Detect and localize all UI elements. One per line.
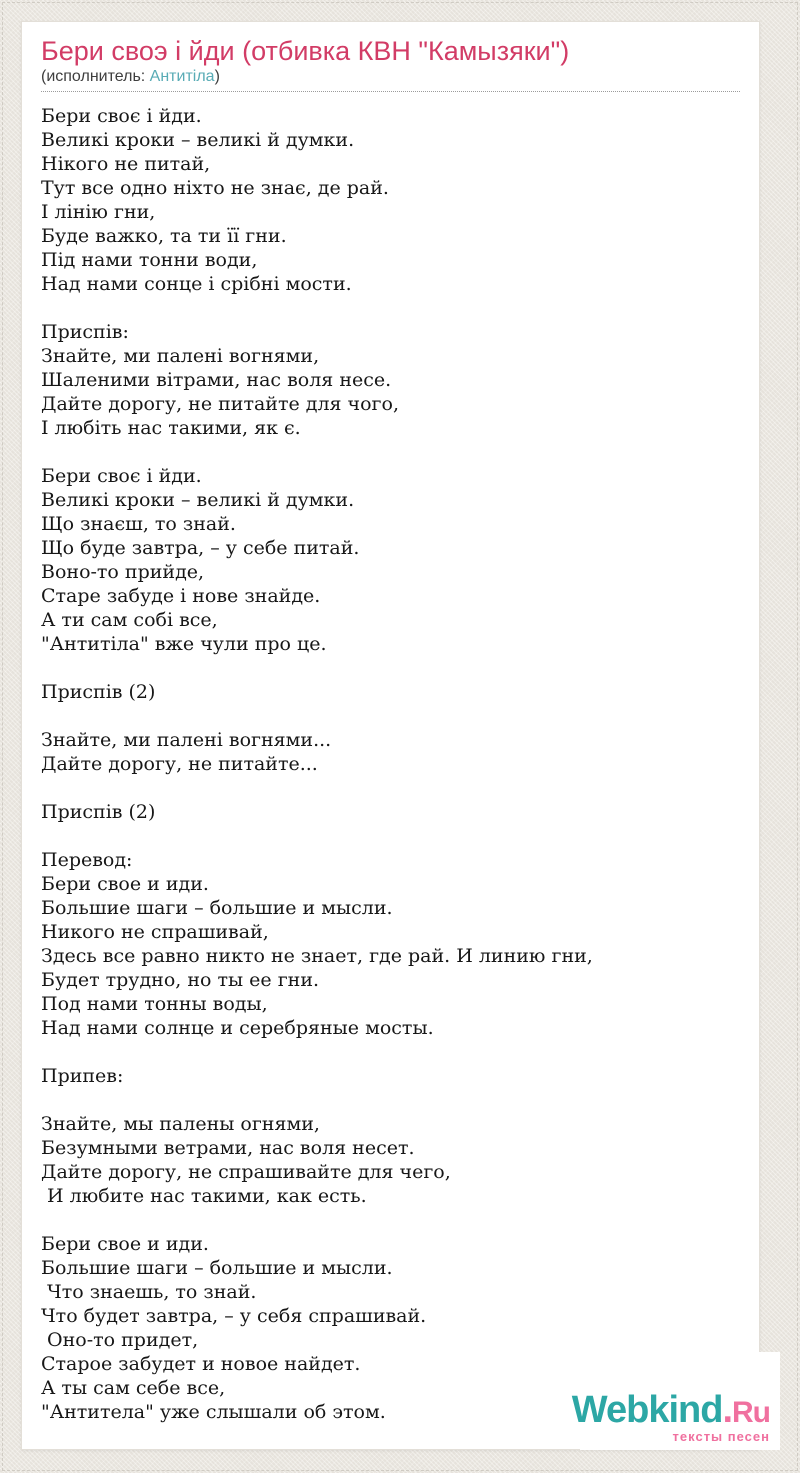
lyric-line: Дайте дорогу, не спрашивайте для чего, <box>41 1161 451 1183</box>
lyrics <box>41 104 740 1424</box>
lyric-line: А ти сам собі все, <box>41 609 218 631</box>
lyric-line: Дайте дорогу, не питайте для чого, <box>41 393 399 415</box>
lyric-line: Над нами солнце и серебряные мосты. <box>41 1017 434 1039</box>
lyric-line: Знайте, ми палені вогнями, <box>41 345 320 367</box>
lyric-line: Безумными ветрами, нас воля несет. <box>41 1137 415 1159</box>
lyric-line <box>41 1040 740 1064</box>
webkind-logo[interactable] <box>571 1352 780 1450</box>
lyric-line: Бери свое и иди. <box>41 1233 209 1255</box>
lyric-line: Старое забудет и новое найдет. <box>41 1353 361 1375</box>
lyric-line: Знайте, ми палені вогнями... <box>41 729 332 751</box>
lyric-line: Большие шаги – большие и мысли. <box>41 1257 393 1279</box>
lyric-line <box>41 776 740 800</box>
artist-line <box>41 66 740 92</box>
song-title: Бери своэ і йди (отбивка КВН "Камызяки") <box>41 36 570 66</box>
lyric-line: Великі кроки – великі й думки. <box>41 129 355 151</box>
lyric-line: Бери свое и иди. <box>41 873 209 895</box>
logo-tagline: тексты песен <box>672 1429 770 1444</box>
lyric-line: Під нами тонни води, <box>41 249 258 271</box>
logo-domain-dot: . <box>722 1389 732 1431</box>
lyric-line <box>41 296 740 320</box>
lyric-line: И любите нас такими, как есть. <box>41 1185 367 1207</box>
lyric-line: Большие шаги – большие и мысли. <box>41 897 393 919</box>
logo-domain: Ru <box>732 1396 770 1429</box>
content-card <box>21 21 760 1450</box>
lyric-line: Буде важко, та ти її гни. <box>41 225 287 247</box>
lyric-line: Оно-то придет, <box>41 1329 199 1351</box>
lyric-line: Здесь все равно никто не знает, где рай. И линию гни, <box>41 945 593 967</box>
lyric-line: Будет трудно, но ты ее гни. <box>41 969 320 991</box>
lyric-line <box>41 656 740 680</box>
lyric-line: І любіть нас такими, як є. <box>41 417 301 439</box>
lyric-line: А ты сам себе все, <box>41 1377 226 1399</box>
lyric-line: Шаленими вітрами, нас воля несе. <box>41 369 392 391</box>
lyric-line: "Антитіла" вже чули про це. <box>41 633 327 655</box>
lyric-line: Приспів (2) <box>41 801 156 823</box>
lyric-line <box>41 440 740 464</box>
lyric-line: Що буде завтра, – у себе питай. <box>41 537 360 559</box>
logo-name: Webkind <box>571 1389 723 1431</box>
lyric-line: Над нами сонце і срібні мости. <box>41 273 352 295</box>
logo-wordmark <box>572 1391 770 1432</box>
lyric-line: Знайте, мы палены огнями, <box>41 1113 320 1135</box>
artist-link[interactable]: Антитіла <box>149 68 215 85</box>
lyric-line: Старе забуде і нове знайде. <box>41 585 321 607</box>
artist-suffix: ) <box>214 68 220 85</box>
artist-prefix: (исполнитель: <box>41 68 150 85</box>
lyric-line: Что будет завтра, – у себя спрашивай. <box>41 1305 427 1327</box>
lyric-line: Бери своє і йди. <box>41 105 202 127</box>
lyric-line: Тут все одно ніхто не знає, де рай. <box>41 177 389 199</box>
lyric-line: Перевод: <box>41 849 133 871</box>
lyric-line: Дайте дорогу, не питайте... <box>41 753 318 775</box>
lyric-line: "Антитела" уже слышали об этом. <box>41 1401 386 1423</box>
lyric-line: Воно-то прийде, <box>41 561 205 583</box>
lyric-line: Нікого не питай, <box>41 153 211 175</box>
lyric-line: Великі кроки – великі й думки. <box>41 489 355 511</box>
lyric-line <box>41 1088 740 1112</box>
lyric-line: Под нами тонны воды, <box>41 993 268 1015</box>
lyric-line: Что знаешь, то знай. <box>41 1281 257 1303</box>
lyric-line: Бери своє і йди. <box>41 465 202 487</box>
lyric-line: І лінію гни, <box>41 201 156 223</box>
lyric-line <box>41 824 740 848</box>
lyric-line: Що знаєш, то знай. <box>41 513 236 535</box>
lyric-line <box>41 1208 740 1232</box>
lyric-line: Приспів: <box>41 321 129 343</box>
lyric-line: Никого не спрашивай, <box>41 921 269 943</box>
lyric-line: Припев: <box>41 1065 124 1087</box>
lyric-line: Приспів (2) <box>41 681 156 703</box>
lyric-line <box>41 704 740 728</box>
